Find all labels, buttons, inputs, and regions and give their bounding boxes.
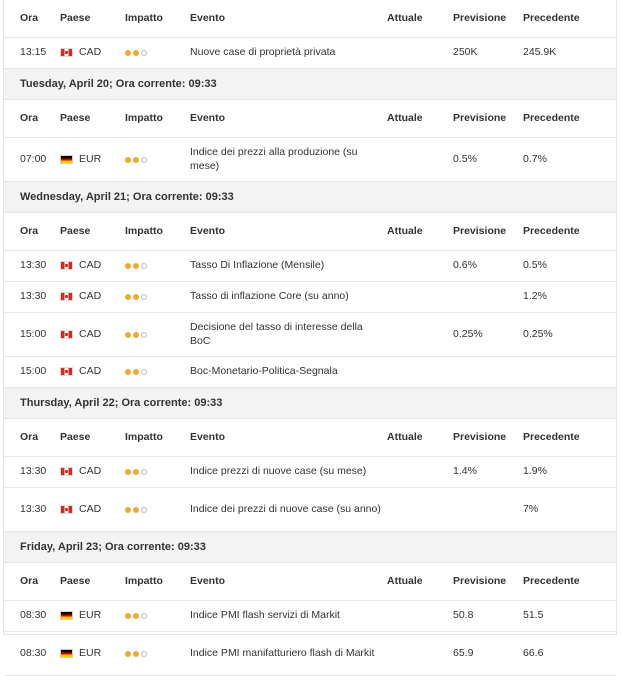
- impact-indicator: [125, 613, 190, 619]
- impact-dot-icon: [141, 507, 147, 513]
- event-time: 13:30: [20, 290, 47, 303]
- event-time: 13:15: [20, 46, 47, 59]
- table-row[interactable]: [4, 357, 616, 388]
- event-name[interactable]: Nuove case di proprietà privata: [190, 46, 336, 59]
- impact-dot-icon: [141, 50, 147, 56]
- impact-dot-icon: [133, 507, 139, 513]
- day-header: Thursday, April 22; Ora corrente: 09:33: [4, 388, 616, 419]
- currency-label: CAD: [79, 46, 102, 59]
- germany-flag-icon: [60, 649, 73, 658]
- canada-flag-icon: [60, 467, 73, 476]
- table-row[interactable]: [4, 313, 616, 357]
- event-previous: 7%: [523, 502, 539, 515]
- impact-indicator: [125, 651, 190, 657]
- germany-flag-icon: [60, 155, 73, 164]
- impact-dot-icon: [133, 263, 139, 269]
- column-header-evento: Evento: [190, 574, 226, 587]
- impact-indicator: [125, 263, 190, 269]
- event-country: [60, 46, 125, 60]
- impact-dot-icon: [133, 369, 139, 375]
- event-forecast: 0.5%: [453, 152, 477, 165]
- impact-dot-icon: [133, 469, 139, 475]
- impact-dot-icon: [125, 332, 131, 338]
- canada-flag-icon: [60, 330, 73, 339]
- currency-label: CAD: [79, 502, 102, 515]
- impact-dot-icon: [125, 469, 131, 475]
- column-header-precedente: Precedente: [523, 224, 580, 237]
- canada-flag-icon: [60, 292, 73, 301]
- impact-dot-icon: [133, 332, 139, 338]
- germany-flag-icon: [60, 611, 73, 620]
- event-time: 13:30: [20, 502, 47, 515]
- event-country: [60, 259, 125, 273]
- event-forecast: 50.8: [453, 609, 474, 622]
- event-name[interactable]: Boc-Monetario-Politica-Segnala: [190, 365, 338, 378]
- column-header-precedente: Precedente: [523, 430, 580, 443]
- event-country: [60, 465, 125, 479]
- table-row[interactable]: [4, 251, 616, 282]
- column-header-impatto: Impatto: [125, 11, 163, 24]
- day-header: Wednesday, April 21; Ora corrente: 09:33: [4, 182, 616, 213]
- table-header-row: [4, 213, 616, 251]
- event-country: [60, 503, 125, 517]
- currency-label: CAD: [79, 259, 102, 272]
- impact-indicator: [125, 294, 190, 300]
- impact-dot-icon: [125, 507, 131, 513]
- canada-flag-icon: [60, 367, 73, 376]
- day-header: Tuesday, April 20; Ora corrente: 09:33: [4, 69, 616, 100]
- event-name[interactable]: Decisione del tasso di interesse della BoC: [190, 320, 363, 347]
- event-country: [60, 153, 125, 167]
- impact-dot-icon: [133, 294, 139, 300]
- column-header-impatto: Impatto: [125, 430, 163, 443]
- event-name[interactable]: Indice dei prezzi alla produzione (su mese): [190, 145, 358, 172]
- impact-dot-icon: [125, 294, 131, 300]
- impact-indicator: [125, 507, 190, 513]
- impact-dot-icon: [125, 50, 131, 56]
- impact-dot-icon: [125, 263, 131, 269]
- impact-indicator: [125, 332, 190, 338]
- column-header-evento: Evento: [190, 11, 226, 24]
- currency-label: CAD: [79, 465, 102, 478]
- column-header-impatto: Impatto: [125, 224, 163, 237]
- event-country: [60, 365, 125, 379]
- impact-dot-icon: [133, 613, 139, 619]
- impact-dot-icon: [125, 369, 131, 375]
- impact-dot-icon: [125, 157, 131, 163]
- event-previous: 1.2%: [523, 290, 547, 303]
- economic-calendar: [3, 0, 617, 659]
- currency-label: EUR: [79, 646, 102, 659]
- impact-dot-icon: [141, 332, 147, 338]
- column-header-previsione: Previsione: [453, 430, 507, 443]
- column-header-paese: Paese: [60, 11, 91, 24]
- event-previous: 0.25%: [523, 327, 553, 340]
- column-header-precedente: Precedente: [523, 11, 580, 24]
- table-row[interactable]: [4, 632, 616, 676]
- event-name[interactable]: Tasso di inflazione Core (su anno): [190, 290, 349, 303]
- currency-label: EUR: [79, 609, 102, 622]
- impact-dot-icon: [141, 157, 147, 163]
- impact-indicator: [125, 369, 190, 375]
- event-previous: 245.9K: [523, 46, 557, 59]
- impact-dot-icon: [141, 613, 147, 619]
- column-header-paese: Paese: [60, 224, 91, 237]
- table-row[interactable]: [4, 282, 616, 313]
- table-header-row: [4, 419, 616, 457]
- column-header-previsione: Previsione: [453, 111, 507, 124]
- event-previous: 51.5: [523, 609, 544, 622]
- currency-label: CAD: [79, 365, 102, 378]
- column-header-paese: Paese: [60, 111, 91, 124]
- column-header-previsione: Previsione: [453, 574, 507, 587]
- impact-dot-icon: [125, 651, 131, 657]
- impact-dot-icon: [133, 50, 139, 56]
- event-previous: 1.9%: [523, 465, 547, 478]
- table-header-row: [4, 100, 616, 138]
- impact-indicator: [125, 157, 190, 163]
- column-header-evento: Evento: [190, 111, 226, 124]
- column-header-paese: Paese: [60, 574, 91, 587]
- currency-label: CAD: [79, 290, 102, 303]
- day-header: Friday, April 23; Ora corrente: 09:33: [4, 532, 616, 563]
- currency-label: CAD: [79, 327, 102, 340]
- event-time: 13:30: [20, 465, 47, 478]
- event-forecast: 1.4%: [453, 465, 477, 478]
- impact-dot-icon: [133, 651, 139, 657]
- event-forecast: 65.9: [453, 646, 474, 659]
- event-country: [60, 647, 125, 661]
- column-header-impatto: Impatto: [125, 574, 163, 587]
- impact-dot-icon: [125, 613, 131, 619]
- event-country: [60, 290, 125, 304]
- column-header-attuale: Attuale: [387, 11, 423, 24]
- event-previous: 66.6: [523, 646, 544, 659]
- impact-dot-icon: [141, 369, 147, 375]
- impact-dot-icon: [141, 469, 147, 475]
- column-header-ora: Ora: [20, 224, 39, 237]
- column-header-paese: Paese: [60, 430, 91, 443]
- column-header-attuale: Attuale: [387, 574, 423, 587]
- impact-indicator: [125, 469, 190, 475]
- currency-label: EUR: [79, 152, 102, 165]
- event-time: 13:30: [20, 259, 47, 272]
- column-header-precedente: Precedente: [523, 111, 580, 124]
- event-time: 15:00: [20, 327, 47, 340]
- column-header-attuale: Attuale: [387, 224, 423, 237]
- event-forecast: 0.25%: [453, 327, 483, 340]
- impact-dot-icon: [141, 294, 147, 300]
- event-time: 08:30: [20, 646, 47, 659]
- column-header-precedente: Precedente: [523, 574, 580, 587]
- event-time: 15:00: [20, 365, 47, 378]
- impact-dot-icon: [141, 651, 147, 657]
- column-header-evento: Evento: [190, 430, 226, 443]
- table-header-row: [4, 0, 616, 38]
- event-forecast: 0.6%: [453, 259, 477, 272]
- table-row[interactable]: [4, 138, 616, 182]
- table-row[interactable]: [4, 457, 616, 488]
- table-row[interactable]: [4, 601, 616, 632]
- event-previous: 0.7%: [523, 152, 547, 165]
- impact-dot-icon: [141, 263, 147, 269]
- event-name[interactable]: Indice dei prezzi di nuove case (su anno): [190, 502, 381, 515]
- column-header-previsione: Previsione: [453, 224, 507, 237]
- event-name[interactable]: Indice PMI manifatturiero flash di Markit: [190, 646, 375, 659]
- column-header-ora: Ora: [20, 430, 39, 443]
- column-header-ora: Ora: [20, 574, 39, 587]
- table-row[interactable]: [4, 488, 616, 532]
- impact-dot-icon: [133, 157, 139, 163]
- table-row[interactable]: [4, 38, 616, 69]
- column-header-previsione: Previsione: [453, 11, 507, 24]
- event-country: [60, 328, 125, 342]
- event-previous: 0.5%: [523, 259, 547, 272]
- column-header-ora: Ora: [20, 11, 39, 24]
- event-time: 08:30: [20, 609, 47, 622]
- canada-flag-icon: [60, 505, 73, 514]
- column-header-impatto: Impatto: [125, 111, 163, 124]
- event-time: 07:00: [20, 152, 47, 165]
- event-name[interactable]: Indice prezzi di nuove case (su mese): [190, 465, 367, 478]
- event-name[interactable]: Indice PMI flash servizi di Markit: [190, 609, 340, 622]
- event-forecast: 250K: [453, 46, 478, 59]
- column-header-evento: Evento: [190, 224, 226, 237]
- column-header-ora: Ora: [20, 111, 39, 124]
- impact-indicator: [125, 50, 190, 56]
- event-country: [60, 609, 125, 623]
- event-name[interactable]: Tasso Di Inflazione (Mensile): [190, 259, 325, 272]
- canada-flag-icon: [60, 261, 73, 270]
- column-header-attuale: Attuale: [387, 430, 423, 443]
- column-header-attuale: Attuale: [387, 111, 423, 124]
- canada-flag-icon: [60, 48, 73, 57]
- table-header-row: [4, 563, 616, 601]
